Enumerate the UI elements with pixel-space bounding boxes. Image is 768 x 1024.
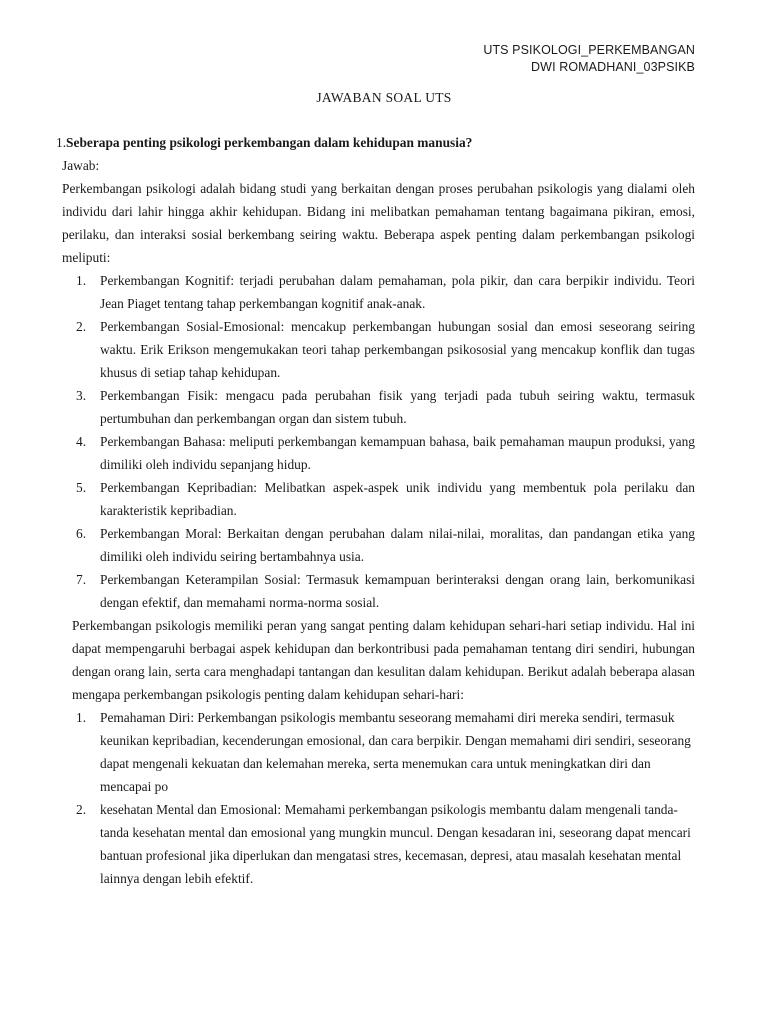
list-number: 1. <box>76 710 87 725</box>
page-title: JAWABAN SOAL UTS <box>316 90 452 105</box>
list-item-text: Perkembangan Keterampilan Sosial: Termasuk kemampuan berinteraksi dengan orang lain, berkomunikasi dengan efektif, dan memahami norma-norma sosial. <box>100 572 695 610</box>
importance-paragraph: Perkembangan psikologis memiliki peran yang sangat penting dalam kehidupan sehari-hari setiap individu. Hal ini dapat mempengaruhi berbagai aspek kehidupan dan berkontribusi pada pemahaman tentang diri sendiri, hubungan dengan orang lain, serta cara menghadapi tantangan dan kesulitan dalam kehidupan. Berikut adalah beberapa alasan mengapa perkembangan psikologis penting dalam kehidupan sehari-hari: <box>72 618 695 702</box>
list-number: 4. <box>76 434 87 449</box>
list-item-text: Perkembangan Sosial-Emosional: mencakup perkembangan hubungan sosial dan emosi seseorang seiring waktu. Erik Erikson mengemukakan teori tahap perkembangan psikososial yang mencakup konflik dan tugas khusus di setiap tahap kehidupan. <box>100 319 695 380</box>
list-number: 5. <box>76 480 87 495</box>
list-number: 6. <box>76 526 87 541</box>
list-number: 2. <box>76 319 87 334</box>
list-item <box>62 476 695 522</box>
list-item-text: Perkembangan Kognitif: terjadi perubahan dalam pemahaman, pola pikir, dan cara berpikir individu. Teori Jean Piaget tentang tahap perkembangan kognitif anak-anak. <box>100 273 695 311</box>
list-item <box>62 315 695 384</box>
document-header <box>483 42 695 76</box>
question-1 <box>56 131 695 154</box>
aspects-list <box>62 269 695 614</box>
list-item <box>62 706 695 798</box>
list-number: 7. <box>76 572 87 587</box>
header-course: UTS PSIKOLOGI_PERKEMBANGAN <box>483 43 695 57</box>
list-item-text: Perkembangan Fisik: mengacu pada perubahan fisik yang terjadi pada tubuh seiring waktu, termasuk pertumbuhan dan perkembangan organ dan sistem tubuh. <box>100 388 695 426</box>
list-item <box>62 269 695 315</box>
list-number: 1. <box>76 273 87 288</box>
list-item <box>62 430 695 476</box>
answer-label: Jawab: <box>62 158 100 173</box>
list-number: 2. <box>76 802 87 817</box>
intro-paragraph: Perkembangan psikologi adalah bidang studi yang berkaitan dengan proses perubahan psikologis yang dialami oleh individu dari lahir hingga akhir kehidupan. Bidang ini melibatkan pemahaman tentang bagaimana pikiran, emosi, perilaku, dan interaksi sosial berkembang seiring waktu. Beberapa aspek penting dalam perkembangan psikologi meliputi: <box>62 181 695 265</box>
document-body <box>56 131 695 890</box>
question-text: Seberapa penting psikologi perkembangan dalam kehidupan manusia? <box>66 135 473 150</box>
list-item-text: Perkembangan Kepribadian: Melibatkan aspek-aspek unik individu yang membentuk pola perilaku dan karakteristik kepribadian. <box>100 480 695 518</box>
reasons-list <box>62 706 695 890</box>
list-item-text: Pemahaman Diri: Perkembangan psikologis membantu seseorang memahami diri mereka sendiri, termasuk keunikan kepribadian, kecenderungan emosional, dan cara berpikir. Dengan memahami diri sendiri, seseorang dapat mengenali kekuatan dan kelemahan mereka, serta menemukan cara untuk meningkatkan diri dan mencapai po <box>100 710 691 794</box>
question-number: 1. <box>56 135 67 150</box>
list-item <box>62 522 695 568</box>
list-item-text: Perkembangan Bahasa: meliputi perkembangan kemampuan bahasa, baik pemahaman maupun produksi, yang dimiliki oleh individu sepanjang hidup. <box>100 434 695 472</box>
list-item <box>62 568 695 614</box>
list-number: 3. <box>76 388 87 403</box>
list-item-text: kesehatan Mental dan Emosional: Memahami perkembangan psikologis membantu dalam mengenali tanda-tanda kesehatan mental dan emosional yang mungkin muncul. Dengan kesadaran ini, seseorang dapat mencari bantuan profesional jika diperlukan dan mengatasi stres, kecemasan, depresi, atau masalah kesehatan mental lainnya dengan lebih efektif. <box>100 802 691 886</box>
list-item <box>62 384 695 430</box>
header-student: DWI ROMADHANI_03PSIKB <box>531 60 695 74</box>
list-item <box>62 798 695 890</box>
list-item-text: Perkembangan Moral: Berkaitan dengan perubahan dalam nilai-nilai, moralitas, dan pandangan etika yang dimiliki oleh individu seiring bertambahnya usia. <box>100 526 695 564</box>
